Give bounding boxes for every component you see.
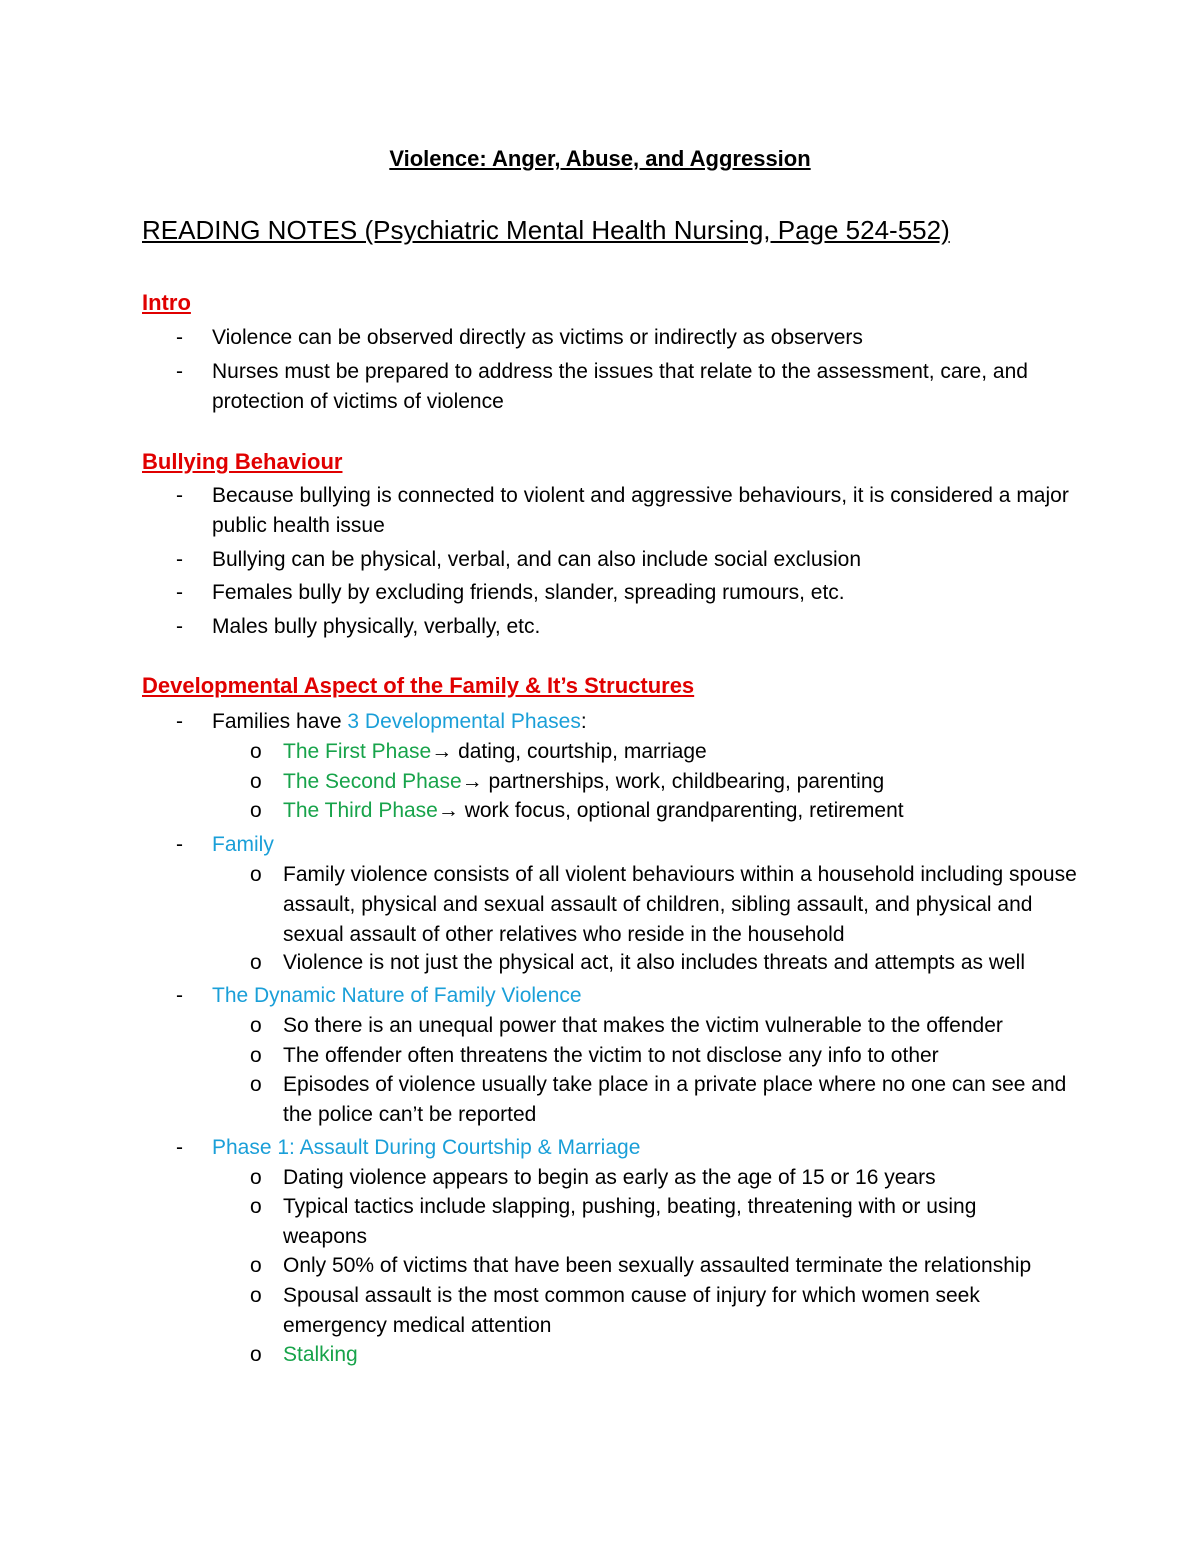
phases-intro-prefix: Families have bbox=[212, 710, 348, 733]
dash-bullet: - bbox=[176, 548, 183, 571]
list-item-text: Violence can be observed directly as victims or indirectly as observers bbox=[212, 326, 863, 349]
sub-list-item-text: Spousal assault is the most common cause of injury for which women seek emergency medical attention bbox=[283, 1284, 980, 1337]
list-item-text: Males bully physically, verbally, etc. bbox=[212, 615, 541, 638]
circle-bullet: o bbox=[250, 799, 262, 822]
dash-bullet: - bbox=[176, 360, 183, 383]
phases-intro-suffix: : bbox=[580, 710, 587, 733]
sub-list-item-text: Typical tactics include slapping, pushing, beating, threatening with or using weapons bbox=[283, 1195, 977, 1248]
section-heading-intro: Intro bbox=[142, 290, 191, 315]
sub-list-item-text: So there is an unequal power that makes the victim vulnerable to the offender bbox=[283, 1014, 1003, 1037]
sub-list-item-text: Dating violence appears to begin as early as the age of 15 or 16 years bbox=[283, 1166, 936, 1189]
page-title: Violence: Anger, Abuse, and Aggression bbox=[389, 146, 811, 171]
phase-desc: work focus, optional grandparenting, retirement bbox=[458, 799, 904, 822]
sub-list-item-text: The offender often threatens the victim to not disclose any info to other bbox=[283, 1044, 939, 1067]
circle-bullet: o bbox=[250, 770, 262, 793]
family-label: Family bbox=[212, 833, 274, 856]
arrow-icon: → bbox=[461, 770, 483, 793]
list-item-text: Nurses must be prepared to address the issues that relate to the assessment, care, and protection of victims of violence bbox=[212, 360, 1028, 413]
circle-bullet: o bbox=[250, 1343, 262, 1366]
section-heading-bullying: Bullying Behaviour bbox=[142, 449, 343, 474]
phase-name: The First Phase bbox=[283, 740, 432, 763]
sub-list-item-text: Only 50% of victims that have been sexually assaulted terminate the relationship bbox=[283, 1254, 1032, 1277]
sub-list-item-text bbox=[283, 737, 1083, 767]
circle-bullet: o bbox=[250, 1014, 262, 1037]
dash-bullet: - bbox=[176, 615, 183, 638]
arrow-icon: → bbox=[431, 740, 453, 763]
circle-bullet: o bbox=[250, 1195, 262, 1218]
circle-bullet: o bbox=[250, 1284, 262, 1307]
phase-desc: dating, courtship, marriage bbox=[452, 740, 707, 763]
dynamic-label: The Dynamic Nature of Family Violence bbox=[212, 984, 582, 1007]
phases-intro-highlight: 3 Developmental Phases bbox=[347, 710, 581, 733]
sub-list-item-text: Violence is not just the physical act, it also includes threats and attempts as well bbox=[283, 951, 1026, 974]
circle-bullet: o bbox=[250, 951, 262, 974]
circle-bullet: o bbox=[250, 1166, 262, 1189]
list-item-text: Because bullying is connected to violent and aggressive behaviours, it is considered a major public health issue bbox=[212, 484, 1069, 537]
dash-bullet: - bbox=[176, 326, 183, 349]
dash-bullet: - bbox=[176, 484, 183, 507]
sub-list-item-text bbox=[283, 796, 1083, 826]
list-item-text: Bullying can be physical, verbal, and can also include social exclusion bbox=[212, 548, 862, 571]
dash-bullet: - bbox=[176, 833, 183, 856]
circle-bullet: o bbox=[250, 1073, 262, 1096]
list-item-text: Females bully by excluding friends, slander, spreading rumours, etc. bbox=[212, 581, 845, 604]
phase-name: The Second Phase bbox=[283, 770, 462, 793]
stalking-label: Stalking bbox=[283, 1343, 358, 1366]
phase-name: The Third Phase bbox=[283, 799, 438, 822]
sub-list-item-text: Episodes of violence usually take place in a private place where no one can see and the police can’t be reported bbox=[283, 1073, 1067, 1126]
circle-bullet: o bbox=[250, 1044, 262, 1067]
section-heading-family-structures: Developmental Aspect of the Family & It’s Structures bbox=[142, 673, 695, 698]
list-item-text bbox=[212, 707, 1092, 737]
sub-list-item-text: Family violence consists of all violent behaviours within a household including spouse assault, physical and sexual assault of children, sibling assault, and physical and sexual assault of other relatives who reside in the household bbox=[283, 863, 1077, 946]
dash-bullet: - bbox=[176, 581, 183, 604]
sub-list-item-text bbox=[283, 767, 1083, 797]
phase1-label: Phase 1: Assault During Courtship & Marriage bbox=[212, 1136, 641, 1159]
dash-bullet: - bbox=[176, 984, 183, 1007]
dash-bullet: - bbox=[176, 1136, 183, 1159]
circle-bullet: o bbox=[250, 1254, 262, 1277]
circle-bullet: o bbox=[250, 863, 262, 886]
dash-bullet: - bbox=[176, 710, 183, 733]
phase-desc: partnerships, work, childbearing, parenting bbox=[482, 770, 885, 793]
reading-notes-subtitle: READING NOTES (Psychiatric Mental Health Nursing, Page 524-552) bbox=[142, 215, 950, 245]
circle-bullet: o bbox=[250, 740, 262, 763]
arrow-icon: → bbox=[437, 799, 459, 822]
